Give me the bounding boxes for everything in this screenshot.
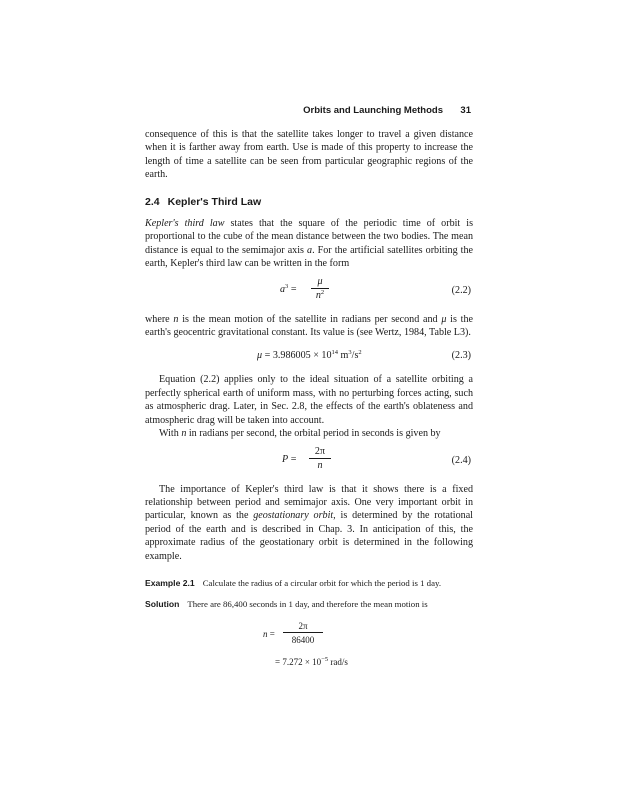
eq22-den-exp: 2: [320, 288, 325, 296]
eq24-equals: =: [290, 453, 297, 465]
where-text-b: is the mean motion of the satellite in radians per second and: [178, 313, 442, 325]
eq22-numerator: μ: [311, 276, 329, 289]
eq22-lhs-exp: 3: [285, 282, 289, 290]
work-result-unit: rad/s: [328, 656, 348, 667]
eq22-a: a: [280, 283, 286, 295]
equation-2-4: [145, 444, 473, 478]
applies-paragraph: Equation (2.2) applies only to the ideal situation of a satellite orbiting a perfectly spherical earth of uniform mass, with no perturbing forces acting, such as atmospheric drag. Later, in Sec. 2.8, the effects of the earth's oblateness and atmospheric drag will be taken into account.: [145, 374, 473, 426]
mean-motion-equation: [145, 619, 473, 689]
work-equals: =: [269, 628, 275, 639]
solution-text: There are 86,400 seconds in 1 day, and therefore the mean motion is: [187, 598, 428, 609]
eq24-lhs: [282, 453, 296, 466]
where-text-c: is the earth's geocentric gravitational constant. Its value is (see Wertz, 1984, Table L3).: [145, 313, 473, 339]
eq22-lhs: [280, 283, 297, 296]
work-fraction: [283, 620, 323, 647]
solution-label: Solution: [145, 598, 180, 609]
period-paragraph: [145, 427, 473, 440]
eq22-denominator: [311, 289, 329, 302]
eq23-unit-s: /s: [351, 350, 359, 362]
var-a: a: [307, 244, 313, 256]
equation-number: (2.2): [451, 284, 471, 296]
eq22-n: n: [315, 289, 321, 301]
geostationary-term: geostationary orbit,: [253, 510, 336, 522]
page-body: [145, 128, 473, 689]
example-label: Example 2.1: [145, 577, 195, 588]
eq24-denominator: n: [317, 459, 323, 471]
var-mu: μ: [441, 313, 447, 325]
eq23-mu: μ: [257, 350, 263, 362]
eq23-expression: [257, 349, 362, 362]
eq24-fraction: [309, 446, 331, 472]
eq23-unit-s-exp: 2: [358, 349, 362, 357]
page-header: [145, 105, 473, 119]
importance-text-b: is determined by the rotational period of the earth and is described in Chap. 3. In anticipation of this, the approximate radius of the geostationary orbit is determined in the following example.: [145, 510, 473, 562]
var-n: n: [173, 313, 179, 325]
equation-number: (2.3): [451, 350, 471, 362]
running-title: Orbits and Launching Methods: [303, 105, 443, 116]
work-result-value: = 7.272 × 10: [275, 656, 322, 667]
example-block: [145, 577, 473, 689]
page-number: 31: [460, 105, 471, 116]
eq22-equals: =: [290, 283, 297, 295]
kepler-text-a: states that the square of the periodic time of orbit is proportional to the cube of the mean distance between the two bodies. The mean distance is equal to the semimajor axis: [145, 218, 473, 256]
section-title: Kepler's Third Law: [167, 195, 262, 208]
example-statement: [145, 577, 473, 589]
equation-2-2: [145, 274, 473, 308]
work-denominator: 86400: [291, 634, 315, 645]
equation-2-3: [145, 342, 473, 368]
work-numerator: 2π: [283, 620, 323, 633]
period-text-b: in radians per second, the orbital period in seconds is given by: [186, 428, 441, 440]
work-lhs: [263, 628, 275, 640]
section-heading: [145, 196, 473, 209]
work-result-exp: −5: [321, 655, 329, 663]
section-number: 2.4: [145, 195, 160, 208]
eq22-fraction: [311, 276, 329, 302]
equation-number: (2.4): [451, 454, 471, 466]
kepler-paragraph: [145, 217, 473, 271]
eq24-numerator: 2π: [309, 446, 331, 459]
where-text-a: where: [145, 313, 174, 325]
work-result: [275, 656, 348, 668]
kepler-term: Kepler's third law: [145, 218, 225, 230]
period-text-a: With: [159, 428, 182, 440]
importance-paragraph: [145, 483, 473, 563]
where-paragraph: [145, 313, 473, 340]
importance-text-a: The importance of Kepler's third law is that it shows there is a fixed relationship between period and semimajor axis. One very important orbit in particular, known as the: [145, 483, 473, 522]
eq23-unit-m: m: [338, 350, 349, 362]
work-n: n: [263, 628, 268, 639]
eq24-p: P: [282, 453, 289, 465]
eq23-value: = 3.986005 × 10: [264, 350, 332, 362]
example-text: Calculate the radius of a circular orbit for which the period is 1 day.: [202, 577, 442, 588]
eq23-unit-m-exp: 3: [348, 349, 352, 357]
intro-paragraph: consequence of this is that the satellite takes longer to travel a given distance when it is farther away from earth. Use is made of this property to increase the length of time a satellite can be seen from particular geographic regions of the earth.: [145, 129, 473, 181]
kepler-text-b: . For the artificial satellites orbiting the earth, Kepler's third law can be written in the form: [145, 244, 473, 270]
var-n: n: [181, 428, 187, 440]
solution-statement: [145, 598, 473, 610]
eq23-exp: 14: [331, 349, 339, 357]
